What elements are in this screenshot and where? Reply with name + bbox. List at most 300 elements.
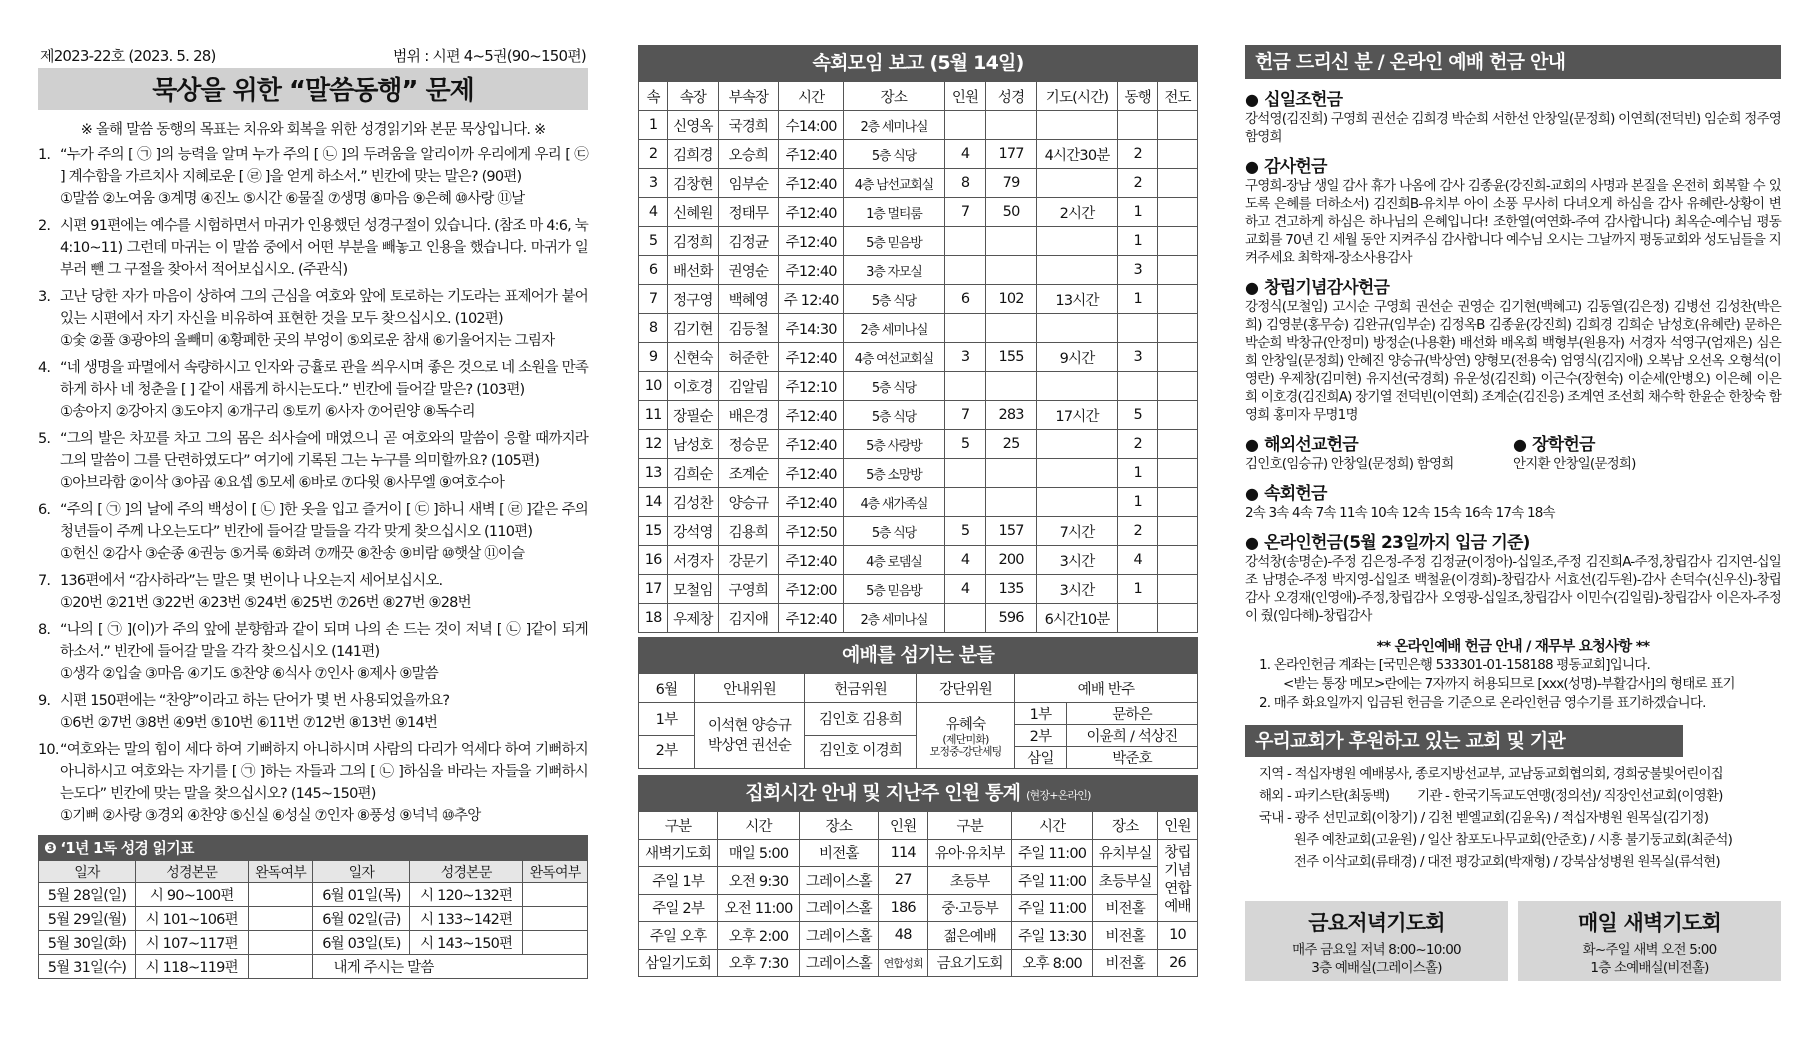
cell-offering-heading	[1245, 479, 1781, 504]
cell-report-cell	[1158, 343, 1198, 372]
stats-cell: 주일 1부	[639, 867, 718, 895]
cell-report-cell: 102	[986, 285, 1036, 314]
cell-report-cell: 5층 사랑방	[844, 430, 944, 459]
servers-altar-name: 유혜숙	[945, 717, 986, 733]
stats-cell: 중·고등부	[928, 894, 1012, 922]
reading-cell: 시 107~117편	[135, 931, 248, 955]
bullet-icon: ●	[1245, 90, 1259, 109]
reading-cell: 시 120~132편	[410, 883, 523, 907]
cell-report-header: 부속장	[718, 82, 779, 111]
question-row	[38, 357, 588, 401]
cell-report-cell: 조계순	[718, 459, 779, 488]
cell-report-cell	[1158, 169, 1198, 198]
cell-report-row	[639, 459, 1198, 488]
cell-report-cell: 주12:40	[779, 343, 844, 372]
cell-report-cell: 18	[639, 604, 668, 633]
reading-row	[39, 907, 588, 931]
cell-report-cell: 강석영	[668, 517, 718, 546]
cell-report-cell: 주12:50	[779, 517, 844, 546]
bullet-icon: ●	[1245, 157, 1259, 176]
cell-report-row	[639, 111, 1198, 140]
cell-report-cell: 1	[639, 111, 668, 140]
cell-report-row	[639, 343, 1198, 372]
stats-row	[639, 867, 1198, 895]
cell-report-cell: 1	[1118, 227, 1158, 256]
bullet-icon: ●	[1245, 533, 1259, 552]
stats-row	[639, 839, 1198, 867]
accomp-name-3: 박준호	[1067, 747, 1198, 769]
reading-cell	[248, 955, 313, 979]
reading-cell	[523, 931, 588, 955]
cell-report-cell: 주12:40	[779, 459, 844, 488]
cell-report-cell: 배은경	[718, 401, 779, 430]
cell-report-cell: 4	[1118, 546, 1158, 575]
cell-report-cell	[944, 372, 986, 401]
support-line: 전주 이삭교회(류태경) / 대전 평강교회(박재형) / 강북삼성병원 원목실(류석현)	[1259, 854, 1720, 870]
cell-report-cell: 1층 멀티룸	[844, 198, 944, 227]
cell-report-cell: 1	[1118, 285, 1158, 314]
cell-report-cell: 3층 자모실	[844, 256, 944, 285]
question-number: 4.	[38, 360, 51, 376]
cell-report-cell: 수14:00	[779, 111, 844, 140]
cell-report-cell	[1118, 604, 1158, 633]
notice-line-2: 2. 매주 화요일까지 입금된 헌금을 기준으로 온라인헌금 영수기를 표기하겠습니다.	[1259, 695, 1706, 711]
cell-report-cell	[944, 111, 986, 140]
cell-report-cell: 17시간	[1036, 401, 1118, 430]
question-number: 3.	[38, 289, 51, 305]
cell-report-cell: 김성찬	[668, 488, 718, 517]
question-item	[38, 215, 588, 281]
cell-report-cell: 5층 식당	[844, 285, 944, 314]
reading-row	[39, 955, 588, 979]
cell-report-cell: 주12:40	[779, 401, 844, 430]
question-number: 5.	[38, 431, 51, 447]
cell-report-cell: 정태무	[718, 198, 779, 227]
question-number: 6.	[38, 502, 51, 518]
cell-report-cell: 이호경	[668, 372, 718, 401]
stats-cell: 주일 13:30	[1011, 922, 1092, 950]
stats-header: 인원	[879, 812, 928, 840]
cell-report-cell: 2	[1118, 169, 1158, 198]
cell-report-cell: 6	[944, 285, 986, 314]
stats-merged-count: 창립기념연합예배	[1158, 839, 1198, 922]
cell-report-cell: 11	[639, 401, 668, 430]
question-item	[38, 357, 588, 423]
cell-report-cell: 허준한	[718, 343, 779, 372]
cell-report-cell: 강문기	[718, 546, 779, 575]
cell-report-cell: 200	[986, 546, 1036, 575]
cell-report-cell: 구영희	[718, 575, 779, 604]
cell-report-cell: 79	[986, 169, 1036, 198]
question-row	[38, 739, 588, 805]
reading-cell: 시 118~119편	[135, 955, 248, 979]
cell-report-cell: 김창현	[668, 169, 718, 198]
cell-report-cell: 5층 믿음방	[844, 227, 944, 256]
cell-report-cell: 1	[1118, 459, 1158, 488]
cell-report-cell: 2시간	[1036, 198, 1118, 227]
cell-report-cell: 13	[639, 459, 668, 488]
reading-header: 일자	[39, 861, 136, 883]
support-line: 원주 예찬교회(고윤원) / 일산 참포도나무교회(안준호) / 시흥 불기둥교회(최준석)	[1259, 832, 1733, 848]
cell-report-cell: 배선화	[668, 256, 718, 285]
support-line: 해외 - 파키스탄(최동백) 기관 - 한국기독교도연맹(정의선)/ 직장인선교회(이영환)	[1259, 788, 1723, 804]
cell-report-cell: 596	[986, 604, 1036, 633]
cell-report-row	[639, 546, 1198, 575]
cell-report-cell: 3시간	[1036, 546, 1118, 575]
cell-report-cell	[1158, 459, 1198, 488]
reading-cell	[248, 907, 313, 931]
support-list	[1245, 763, 1781, 873]
support-line: 국내 - 광주 선민교회(이창기) / 김천 벧엘교회(김윤옥) / 적십자병원 원목실(김기정)	[1259, 810, 1709, 826]
cell-report-row	[639, 372, 1198, 401]
stats-cell: 주일 2부	[639, 894, 718, 922]
accomp-label-2: 2부	[1015, 725, 1067, 747]
cell-report-cell	[1158, 517, 1198, 546]
mission-heading	[1245, 430, 1513, 455]
cell-report-cell: 13시간	[1036, 285, 1118, 314]
cell-report-cell	[944, 459, 986, 488]
cell-report-cell: 16	[639, 546, 668, 575]
stats-header: 시간	[718, 812, 799, 840]
servers-row2-label: 2부	[655, 742, 678, 759]
cell-report-cell: 모철임	[668, 575, 718, 604]
question-row	[38, 428, 588, 472]
stats-header: 장소	[1093, 812, 1158, 840]
cell-report-cell: 50	[986, 198, 1036, 227]
cell-report-cell: 2	[1118, 140, 1158, 169]
question-options: ①말씀 ②노여움 ③계명 ④진노 ⑤시간 ⑥물질 ⑦생명 ⑧마음 ⑨은혜 ⑩사랑 ⑪날	[60, 191, 525, 207]
question-item	[38, 739, 588, 827]
question-options: ①숯 ②풀 ③광야의 올빼미 ④황폐한 곳의 부엉이 ⑤외로운 참새 ⑥기울어지는 그림자	[60, 333, 555, 349]
stats-cell: 주일 오후	[639, 922, 718, 950]
mission-names: 김인호(임승규) 안창일(문정희) 함영희	[1245, 456, 1454, 472]
cell-report-cell	[1118, 314, 1158, 343]
servers-guides: 이석현 양승규 박상연 권선순	[695, 703, 805, 769]
cell-report-cell: 8	[639, 314, 668, 343]
report-column	[638, 45, 1198, 977]
accomp-label-1: 1부	[1015, 703, 1067, 725]
reading-cell: 6월 03일(토)	[313, 931, 410, 955]
stats-cell: 매일 5:00	[718, 839, 799, 867]
question-row	[38, 215, 588, 281]
tithe-names: 강석영(김진희) 구영희 권선순 김희경 박순희 서한선 안창일(문정희) 이연희(전덕빈) 임순희 정주영 함영희	[1245, 111, 1781, 145]
question-number: 1.	[38, 147, 51, 163]
cell-report-header: 장소	[844, 82, 944, 111]
cell-report-cell	[1036, 227, 1118, 256]
cell-report-header: 속	[639, 82, 668, 111]
servers-offering-2: 김인호 이경희	[818, 742, 903, 759]
reading-cell: 시 133~142편	[410, 907, 523, 931]
cell-report-row	[639, 401, 1198, 430]
reading-cell: 5월 30일(화)	[39, 931, 136, 955]
online-title: 온라인헌금(5월 23일까지 입금 기준)	[1264, 533, 1530, 553]
notice-title: ** 온라인예배 헌금 안내 / 재무부 요청사항 **	[1376, 639, 1650, 655]
cell-report-cell	[1158, 575, 1198, 604]
cell-report-cell	[944, 488, 986, 517]
cell-report-row	[639, 285, 1198, 314]
cell-report-cell: 17	[639, 575, 668, 604]
reading-cell: 시 101~106편	[135, 907, 248, 931]
friday-prayer-box	[1245, 901, 1508, 981]
stats-title	[638, 775, 1198, 811]
offering-column	[1245, 45, 1781, 981]
cell-report-cell: 신영옥	[668, 111, 718, 140]
question-row	[38, 499, 588, 543]
cell-report-cell	[1158, 227, 1198, 256]
cell-report-cell	[1036, 430, 1118, 459]
stats-cell: 그레이스홀	[799, 922, 878, 950]
servers-altar-header: 강단위원	[917, 674, 1015, 703]
cell-report-cell	[1158, 546, 1198, 575]
friday-prayer-time: 매주 금요일 저녁 8:00~10:00	[1292, 942, 1461, 958]
question-text: “여호와는 말의 힘이 세다 하여 기뻐하지 아니하시며 사람의 다리가 억세다 하여 기뻐하지 아니하시고 여호와는 자기를 [ ㉠ ]하는 자들과 그의 [ ㉡ ]하심을 바라는 자들을 기뻐하시는도다” 빈칸에 맞는 말을 찾으십시오? (145~150편)	[60, 742, 588, 802]
cell-report-cell: 주12:40	[779, 430, 844, 459]
offering-title: 헌금 드리신 분 / 온라인 예배 헌금 안내	[1245, 45, 1781, 79]
cell-report-cell	[944, 314, 986, 343]
question-row	[38, 144, 588, 188]
cell-offering-title: 속회헌금	[1264, 484, 1327, 504]
cell-report-cell: 135	[986, 575, 1036, 604]
cell-report-cell	[1036, 488, 1118, 517]
question-number: 7.	[38, 573, 51, 589]
stats-cell: 비전홀	[799, 839, 878, 867]
question-row	[38, 286, 588, 330]
meditation-intro: ※ 올해 말씀 동행의 목표는 치유와 회복을 위한 성경읽기와 본문 묵상입니다. ※	[80, 122, 546, 138]
cell-report-cell: 김정균	[718, 227, 779, 256]
stats-cell: 186	[879, 894, 928, 922]
cell-report-cell: 주12:40	[779, 169, 844, 198]
cell-report-cell	[944, 227, 986, 256]
cell-report-cell: 남성호	[668, 430, 718, 459]
question-text: 136편에서 “감사하라”는 말은 몇 번이나 나오는지 세어보십시오.	[60, 573, 443, 589]
reading-cell: 5월 28일(일)	[39, 883, 136, 907]
cell-report-header: 속장	[668, 82, 718, 111]
online-names: 강석창(송명순)-주정 김은정-주정 김정균(이정아)-십일조,주정 김진희A-주정,창립감사 김지연-십일조 남명순-주정 박지영-십일조 백철윤(이경희)-창립감사 서효선(김두원)-감사 손덕수(신우신)-창립감사 오경재(인영애)-주정,창립감사 오영광-십일조,창립감사 이민수(김일림)-창립감사 이은자-주정 이 줬(임다해)-창립감사	[1245, 554, 1781, 624]
cell-report-cell: 2	[1118, 517, 1158, 546]
reading-header: 완독여부	[248, 861, 313, 883]
tithe-heading	[1245, 85, 1781, 110]
servers-title: 예배를 섬기는 분들	[638, 637, 1198, 673]
stats-row	[639, 949, 1198, 977]
issue-number: 제2023-22호 (2023. 5. 28)	[40, 47, 216, 65]
cell-report-cell: 김희순	[668, 459, 718, 488]
stats-cell: 오후 8:00	[1011, 949, 1092, 977]
cell-offering-list: 2속 3속 4속 7속 11속 10속 12속 15속 16속 17속 18속	[1245, 505, 1555, 521]
question-row	[38, 690, 588, 712]
cell-report-row	[639, 256, 1198, 285]
cell-report-cell: 주12:40	[779, 198, 844, 227]
stats-cell: 초등부	[928, 867, 1012, 895]
cell-report-cell: 15	[639, 517, 668, 546]
cell-report-cell	[1036, 314, 1118, 343]
cell-report-cell	[986, 256, 1036, 285]
servers-offering-1: 김인호 김용희	[805, 705, 916, 736]
cell-report-cell: 2층 세미나실	[844, 111, 944, 140]
cell-report-cell	[1036, 459, 1118, 488]
cell-report-header: 동행	[1118, 82, 1158, 111]
cell-report-cell: 4	[944, 140, 986, 169]
cell-report-cell: 10	[639, 372, 668, 401]
notice-line-1: 1. 온라인헌금 계좌는 [국민은행 533301-01-158188 평동교회]입니다.	[1259, 657, 1650, 673]
stats-cell: 삼일기도회	[639, 949, 718, 977]
stats-cell: 비전홀	[1093, 894, 1158, 922]
reading-cell: 5월 31일(수)	[39, 955, 136, 979]
servers-altar-note1: (제단미화)	[942, 733, 989, 746]
cell-report-cell: 4층 여선교회실	[844, 343, 944, 372]
cell-report-cell: 5층 식당	[844, 517, 944, 546]
stats-cell: 주일 11:00	[1011, 839, 1092, 867]
anniv-heading	[1245, 273, 1781, 298]
cell-report-cell	[944, 604, 986, 633]
cell-report-cell: 5	[944, 517, 986, 546]
servers-offering-header: 헌금위원	[805, 674, 917, 703]
cell-report-cell: 9시간	[1036, 343, 1118, 372]
reading-cell: 6월 02일(금)	[313, 907, 410, 931]
servers-altar	[917, 703, 1015, 769]
cell-report-cell: 2	[1118, 430, 1158, 459]
cell-report-cell: 5층 식당	[844, 401, 944, 430]
question-row	[38, 570, 588, 592]
cell-report-row	[639, 430, 1198, 459]
anniv-title: 창립기념감사헌금	[1264, 278, 1390, 298]
cell-report-cell: 신혜원	[668, 198, 718, 227]
cell-report-cell: 5층 믿음방	[844, 575, 944, 604]
cell-report-cell: 1	[1118, 488, 1158, 517]
stats-header: 장소	[799, 812, 878, 840]
cell-report-cell: 3	[944, 343, 986, 372]
anniv-names: 강정식(모철임) 고시순 구영희 권선순 권영순 김기현(백혜고) 김동열(김은정) 김병선 김성찬(박은희) 김영분(홍무승) 김완규(임부순) 김정옥B 김종윤(강진희) 김희경 김희순 남성호(유혜란) 문하은 박순희 박창규(안정미) 방정순(나용환) 배선화 배옥희 백형부(원용자) 서경자 석영구(엄재은) 심은희 안창일(문정희) 안혜진 양승규(박상연) 양형모(전용숙) 엄영식(김지애) 오복남 오선옥 오형석(이영란) 우제창(김미현) 유지선(국경희) 유운성(김진희) 이근수(장현숙) 이순세(안병오) 이은혜 이은희 이호경(김진희A) 장기열 전덕빈(이연희) 조계순(김진응) 조계연 조선희 채수학 한윤순 한창숙 함영희 홍미자 무명1명	[1245, 299, 1781, 423]
cell-report-cell: 정구영	[668, 285, 718, 314]
cell-report-cell	[1036, 256, 1118, 285]
cell-report-row	[639, 575, 1198, 604]
question-item	[38, 286, 588, 352]
servers-row1-label: 1부	[639, 705, 694, 736]
cell-report-cell: 5	[1118, 401, 1158, 430]
accomp-name-2: 이윤희 / 석상진	[1067, 725, 1198, 747]
question-text: 고난 당한 자가 마음이 상하여 그의 근심을 여호와 앞에 토로하는 기도라는 표제어가 붙어 있는 시편에서 자기 자신을 비유하여 표현한 것을 모두 찾으십시오. (102편)	[60, 289, 588, 327]
reading-cell: 내게 주시는 말씀	[313, 955, 588, 979]
stats-cell: 오전 11:00	[718, 894, 799, 922]
stats-header: 인원	[1158, 812, 1198, 840]
reading-cell	[523, 907, 588, 931]
stats-title-text: 집회시간 안내 및 지난주 인원 통계	[745, 782, 1021, 804]
cell-report-cell: 4층 새가족실	[844, 488, 944, 517]
question-text: 시편 150편에는 “찬양”이라고 하는 단어가 몇 번 사용되었을까요?	[60, 693, 450, 709]
cell-report-cell: 5층 소망방	[844, 459, 944, 488]
question-options: ①생각 ②입술 ③마음 ④기도 ⑤찬양 ⑥식사 ⑦인사 ⑧제사 ⑨말씀	[60, 666, 438, 682]
stats-table	[638, 811, 1198, 977]
cell-report-cell	[1158, 285, 1198, 314]
stats-cell: 유아·유치부	[928, 839, 1012, 867]
cell-report-cell	[1158, 430, 1198, 459]
thanks-title: 감사헌금	[1264, 157, 1327, 177]
cell-report-row	[639, 604, 1198, 633]
meditation-title: 묵상을 위한 “말씀동행” 문제	[38, 68, 588, 110]
cell-report-cell: 주12:00	[779, 575, 844, 604]
question-text: 시편 91편에는 예수를 시험하면서 마귀가 인용했던 성경구절이 있습니다. (참조 마 4:6, 눅4:10~11) 그런데 마귀는 이 말씀 중에서 어떤 부분을 빼놓고 인용을 했습니다. 마귀가 일부러 뺀 그 구절을 찾아서 적어보십시오. (주관식)	[60, 218, 588, 278]
stats-row	[639, 894, 1198, 922]
question-text: “누가 주의 [ ㉠ ]의 능력을 알며 누가 주의 [ ㉡ ]의 두려움을 알리이까 우리에게 우리 [ ㉢ ] 계수함을 가르치사 지혜로운 [ ㉣ ]을 얻게 하소서.” 빈칸에 맞는 말은? (90편)	[60, 147, 588, 185]
cell-report-row	[639, 198, 1198, 227]
question-text: “네 생명을 파멸에서 속량하시고 인자와 긍휼로 관을 씌우시며 좋은 것으로 네 소원을 만족하게 하사 네 청춘을 [ ] 같이 새롭게 하시는도다.” 빈칸에 들어갈 말은? (103편)	[60, 360, 588, 398]
cell-report-cell: 2층 세미나실	[844, 604, 944, 633]
cell-report-cell: 김정희	[668, 227, 718, 256]
cell-report-cell	[1158, 140, 1198, 169]
cell-report-cell: 주12:40	[779, 256, 844, 285]
cell-report-row	[639, 169, 1198, 198]
stats-cell: 114	[879, 839, 928, 867]
stats-cell: 그레이스홀	[799, 949, 878, 977]
cell-report-cell: 김기현	[668, 314, 718, 343]
dawn-prayer-box	[1518, 901, 1781, 981]
reading-row	[39, 883, 588, 907]
cell-report-cell: 177	[986, 140, 1036, 169]
reading-cell	[248, 883, 313, 907]
cell-report-cell	[1158, 488, 1198, 517]
stats-cell: 비전홀	[1093, 949, 1158, 977]
stats-header: 구분	[639, 812, 718, 840]
cell-report-cell	[1158, 314, 1198, 343]
cell-report-row	[639, 314, 1198, 343]
stats-cell: 비전홀	[1093, 922, 1158, 950]
support-line: 지역 - 적십자병원 예배봉사, 종로지방선교부, 교남동교회협의회, 경희궁불빛어린이집	[1259, 766, 1723, 782]
scholar-heading	[1513, 430, 1781, 455]
dawn-prayer-place: 1층 소예배실(비전홀)	[1590, 960, 1709, 976]
bullet-icon: ●	[1245, 484, 1259, 503]
cell-report-cell	[1158, 256, 1198, 285]
cell-report-cell: 1	[1118, 575, 1158, 604]
cell-report-cell: 주 12:40	[779, 285, 844, 314]
cell-report-cell: 7	[944, 401, 986, 430]
stats-cell: 금요기도회	[928, 949, 1012, 977]
servers-altar-note2: 모정중-강단세팅	[929, 745, 1002, 758]
cell-report-row	[639, 227, 1198, 256]
cell-report-cell	[1158, 198, 1198, 227]
cell-report-cell	[1036, 169, 1118, 198]
cell-report-cell: 오승희	[718, 140, 779, 169]
reading-cell: 5월 29일(월)	[39, 907, 136, 931]
stats-cell: 48	[879, 922, 928, 950]
question-options: ①아브라함 ②이삭 ③야곱 ④요셉 ⑤모세 ⑥바로 ⑦다윗 ⑧사무엘 ⑨여호수아	[60, 475, 505, 491]
cell-report-cell: 7	[639, 285, 668, 314]
question-number: 2.	[38, 218, 51, 234]
cell-report-cell: 1	[1118, 198, 1158, 227]
cell-report-cell: 25	[986, 430, 1036, 459]
cell-report-cell: 6	[639, 256, 668, 285]
cell-report-cell: 주12:40	[779, 488, 844, 517]
reading-plan-title: ❸ ‘1년 1독 성경 읽기표	[38, 835, 588, 860]
cell-report-cell	[986, 314, 1036, 343]
question-options: ①기뻐 ②사랑 ③경외 ④찬양 ⑤신실 ⑥성실 ⑦인자 ⑧풍성 ⑨넉넉 ⑩추앙	[60, 808, 481, 824]
cell-report-cell: 5	[944, 430, 986, 459]
cell-report-table	[638, 81, 1198, 633]
cell-report-cell: 장필순	[668, 401, 718, 430]
friday-prayer-place: 3층 예배실(그레이스홀)	[1311, 960, 1442, 976]
stats-title-note: (현장+온라인)	[1026, 789, 1091, 802]
stats-cell: 그레이스홀	[799, 894, 878, 922]
cell-report-cell: 2	[639, 140, 668, 169]
reading-cell: 6월 01일(목)	[313, 883, 410, 907]
cell-report-cell: 5층 식당	[844, 372, 944, 401]
cell-report-cell: 양승규	[718, 488, 779, 517]
cell-report-cell	[944, 256, 986, 285]
dawn-prayer-time: 화~주일 새벽 오전 5:00	[1582, 942, 1717, 958]
cell-report-cell: 김희경	[668, 140, 718, 169]
scholar-title: 장학헌금	[1532, 435, 1595, 455]
bullet-icon: ●	[1245, 435, 1259, 454]
question-item	[38, 499, 588, 565]
cell-report-cell: 4	[944, 546, 986, 575]
